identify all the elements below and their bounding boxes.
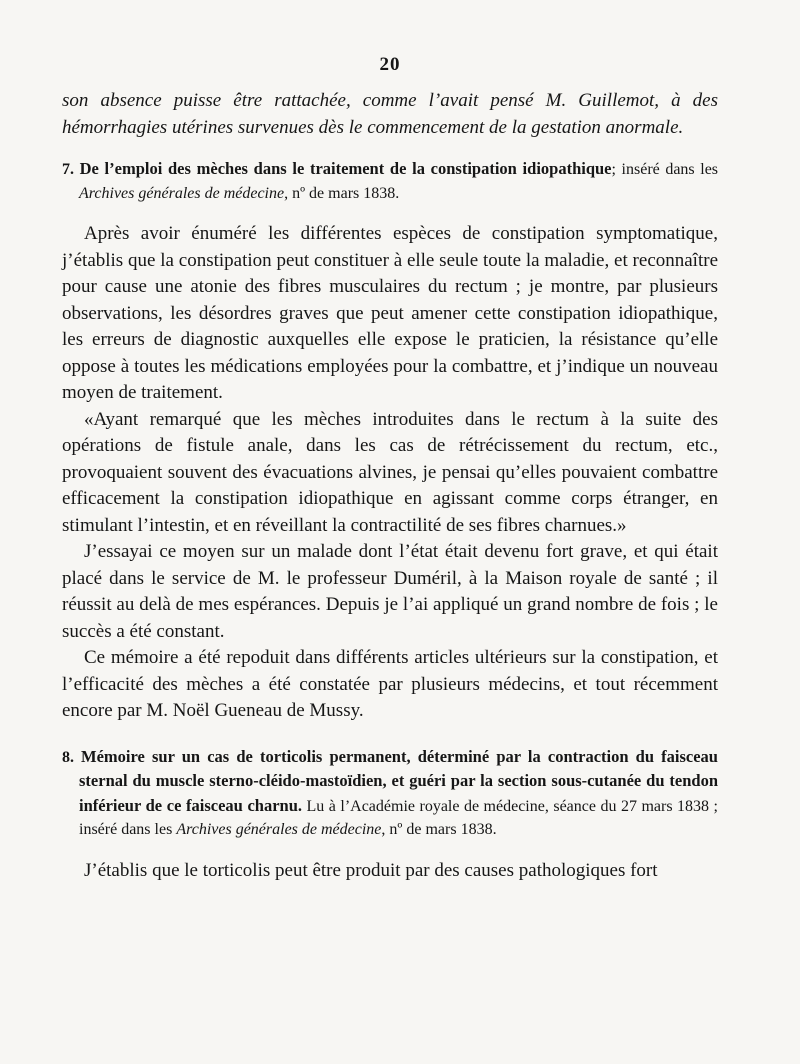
- entry-7-paragraph-3: J’essayai ce moyen sur un malade dont l’état était devenu fort grave, et qui était placé dans le service de M. le professeur Duméril, à la Maison royale de santé ; il réussit au delà de mes espérances. Depuis je l’ai appliqué un grand nombre de fois ; le succès a été constant.: [62, 541, 718, 642]
- entry-8-heading: [62, 745, 718, 842]
- entry-7-number: 7.: [62, 161, 74, 178]
- entry-7-paragraph-1: Après avoir énuméré les différentes espèces de constipation symptomatique, j’établis que la constipation peut constituer à elle seule toute la maladie, et reconnaître pour cause une atonie des fibres musculaires du rectum ; je montre, par plusieurs observations, les désordres graves que peut amener cette constipation idiopathique, les erreurs de diagnostic auxquelles elle expose le praticien, la résistance qu’elle oppose à toutes les médications employées pour la combattre, et j’indique un nouveau moyen de traitement.: [62, 223, 718, 403]
- entry-7-pub-pre: ; inséré dans les: [611, 161, 719, 178]
- entry-8-journal: Archives générales de médecine: [176, 821, 382, 838]
- document-page: [62, 54, 718, 884]
- entry-7-title: De l’emploi des mèches dans le traitement de la constipation idiopathique: [79, 159, 612, 178]
- entry-7-journal: Archives générales de médecine: [79, 184, 285, 202]
- entry-8-title: Mémoire sur un cas de torticolis permanent, déterminé par la contraction du faisceau sternal du muscle sterno-cléido-mastoïdien, et guéri par la section sous-cutanée du tendon inférieur de ce faisceau charnu.: [79, 746, 718, 815]
- entry-8-paragraph-1: J’établis que le torticolis peut être produit par des causes pathologiques fort: [84, 859, 658, 881]
- entry-8-pub-pre: Lu à l’Académie royale de médecine, séance du 27 mars 1838 ; inséré dans les: [79, 797, 718, 838]
- entry-8-pub-post: , nº de mars 1838.: [381, 821, 497, 838]
- entry-8-number: 8.: [62, 748, 74, 766]
- entry-7-pub-post: , nº de mars 1838.: [284, 184, 400, 202]
- intro-paragraph: son absence puisse être rattachée, comme l’avait pensé M. Guillemot, à des hémorrhagies utérines survenues dès le commencement de la gestation anormale.: [62, 90, 718, 138]
- entry-7-paragraph-4: Ce mémoire a été repoduit dans différents articles ultérieurs sur la constipation, et l’efficacité des mèches a été constatée par plusieurs médecins, et tout récemment encore par M. Noël Gueneau de Mussy.: [62, 647, 718, 721]
- page-number: 20: [379, 54, 401, 75]
- entry-7-heading: [62, 157, 718, 205]
- entry-7-paragraph-2: «Ayant remarqué que les mèches introduites dans le rectum à la suite des opérations de fistule anale, dans les cas de rétrécissement du rectum, etc., provoquaient souvent des évacuations alvines, je pensai qu’elles pouvaient combattre efficacement la constipation idiopathique en agissant comme corps étranger, en stimulant l’intestin, et en réveillant la contractilité de ses fibres charnues.»: [62, 408, 718, 536]
